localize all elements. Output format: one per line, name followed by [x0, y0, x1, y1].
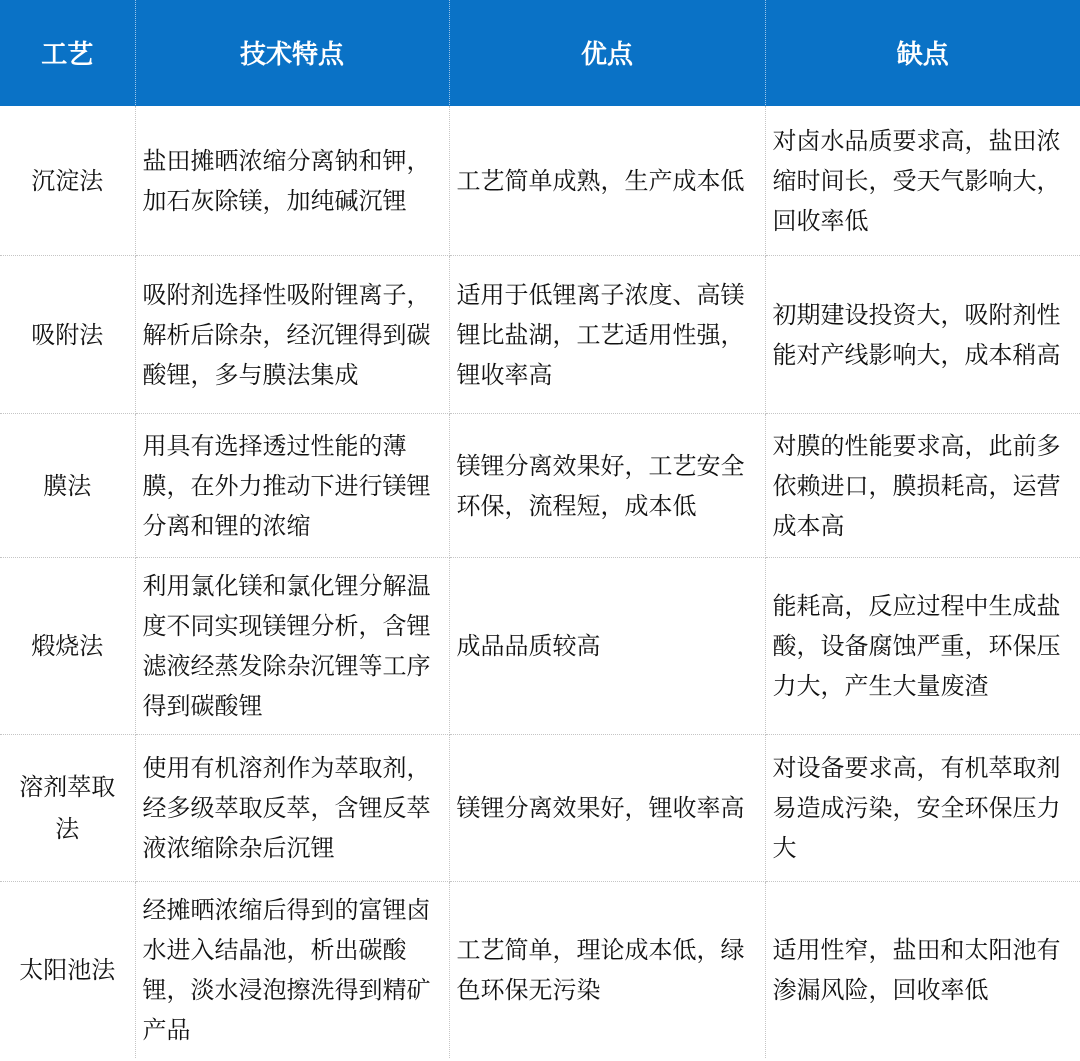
process-name: 太阳池法 — [0, 882, 135, 1059]
features-cell: 使用有机溶剂作为萃取剂，经多级萃取反萃，含锂反萃液浓缩除杂后沉锂 — [135, 735, 449, 882]
table-row — [0, 882, 1080, 1059]
process-name: 沉淀法 — [0, 106, 135, 256]
pros-cell: 适用于低锂离子浓度、高镁锂比盐湖，工艺适用性强，锂收率高 — [449, 256, 765, 414]
process-name: 煅烧法 — [0, 558, 135, 735]
header-process: 工艺 — [0, 0, 135, 106]
cons-cell: 对卤水品质要求高，盐田浓缩时间长，受天气影响大，回收率低 — [765, 106, 1080, 256]
cons-cell: 初期建设投资大，吸附剂性能对产线影响大，成本稍高 — [765, 256, 1080, 414]
cons-cell: 对设备要求高，有机萃取剂易造成污染，安全环保压力大 — [765, 735, 1080, 882]
cons-cell: 适用性窄，盐田和太阳池有渗漏风险，回收率低 — [772, 936, 1061, 1004]
features-cell: 用具有选择透过性能的薄膜，在外力推动下进行镁锂分离和锂的浓缩 — [135, 414, 449, 558]
process-name: 溶剂萃取法 — [0, 735, 135, 882]
cons-cell: 对膜的性能要求高，此前多依赖进口，膜损耗高，运营成本高 — [765, 414, 1080, 558]
pros-cell: 镁锂分离效果好，锂收率高 — [449, 735, 765, 882]
features-cell: 经摊晒浓缩后得到的富锂卤水进入结晶池，析出碳酸锂，淡水浸泡擦洗得到精矿产品 — [135, 882, 449, 1059]
features-cell: 盐田摊晒浓缩分离钠和钾，加石灰除镁，加纯碱沉锂 — [135, 106, 449, 256]
header-cons: 缺点 — [765, 0, 1080, 106]
pros-cell: 成品品质较高 — [449, 558, 765, 735]
cons-cell: 能耗高，反应过程中生成盐酸，设备腐蚀严重，环保压力大，产生大量废渣 — [765, 558, 1080, 735]
features-cell: 利用氯化镁和氯化锂分解温度不同实现镁锂分析，含锂滤液经蒸发除杂沉锂等工序得到碳酸锂 — [135, 558, 449, 735]
header-features: 技术特点 — [135, 0, 449, 106]
table-header-row — [0, 0, 1080, 106]
pros-cell: 工艺简单成熟，生产成本低 — [449, 106, 765, 256]
table-row — [0, 106, 1080, 256]
table-row — [0, 414, 1080, 558]
table-row — [0, 558, 1080, 735]
process-name: 膜法 — [0, 414, 135, 558]
table-row — [0, 256, 1080, 414]
table-row — [0, 735, 1080, 882]
features-cell: 吸附剂选择性吸附锂离子，解析后除杂，经沉锂得到碳酸锂，多与膜法集成 — [135, 256, 449, 414]
header-pros: 优点 — [449, 0, 765, 106]
pros-cell: 镁锂分离效果好，工艺安全环保，流程短，成本低 — [449, 414, 765, 558]
process-name: 吸附法 — [0, 256, 135, 414]
pros-cell: 工艺简单，理论成本低，绿色环保无污染 — [449, 882, 765, 1059]
